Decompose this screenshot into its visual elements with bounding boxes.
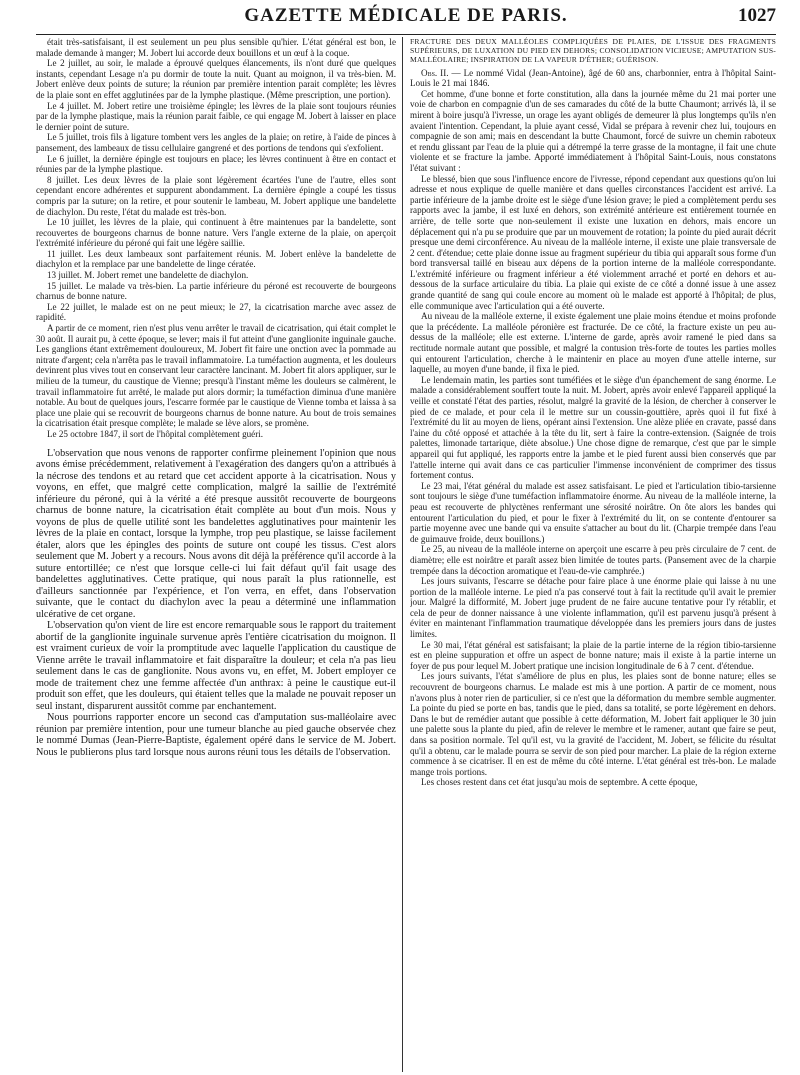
paragraph: Les jours suivants, l'escarre se détache pour faire place à une énorme plaie qui laisse à nu une portion de la malléole interne. Le pied n'a pas conservé tout à fait la rectitude qu'il avait le premier jour. Malgré la difformité, M. Jobert juge prudent de ne faire aucune tentative pour l'y rétablir, et cela de peur de donner naissance à une violente inflammation, qu'il est parvenu jusqu'à présent à éviter en maintenant l'inflammation traumatique développée dans les premiers jours dans de justes limites. [410,576,776,640]
paragraph: Au niveau de la malléole externe, il existe également une plaie moins étendue et moins profonde que la précédente. La malléole péronière est fracturée. De ce côté, la fracture existe un peu au-dessus de la malléole; elle est externe. L'interne de garde, après avoir ramené le pied dans sa rectitude normale autant que possible, et malgré la contusion très-forte de toutes les parties molles qui entourent l'articulation, cherche à le maintenir en place au moyen d'une attelle interne, sur laquelle, au moyen d'une bande, il fixa le pied. [410,311,776,375]
case-notes [36,37,396,440]
paragraph: Le 6 juillet, la dernière épingle est toujours en place; les lèvres continuent à être en contact et réunies par de la lymphe plastique. [36,153,396,175]
paragraph: 11 juillet. Les deux lambeaux sont parfaitement réunis. M. Jobert enlève la bandelette de diachylon et la remplace par une bandelette de linge cératée. [36,248,396,270]
case-narrative [410,89,776,788]
paragraph: 13 juillet. M. Jobert remet une bandelette de diachylon. [47,270,249,281]
paragraph: Le lendemain matin, les parties sont tuméfiées et le siège d'un épanchement de sang énorme. Le malade a considérablement souffert toute la nuit. M. Jobert, après avoir enlevé l'appareil appliqué la veille et constaté l'état des parties, résolut, malgré la gravité de la lésion, de chercher à conserver le pied de ce malade, et pour cela il le mettre sur un coussin-gouttière, après quoi il fut fixé à l'extrémité du lit au moyen de liens, opérant ainsi l'extension. Une alèze pliée en cravate, passé dans l'aine du côté opposé et attachée à la tête du lit, sert à faire la contre-extension. (Saignée de trois palettes, limonade tartarique, diète absolue.) Une chose digne de remarque, c'est que par le simple appareil qui fut appliqué, les rapports entre la jambe et le pied furent aussi bien conservés que par l'attelle interne qui avait dans ce cas particulier l'immense inconvénient de comprimer des tissus fortement contus. [410,374,776,481]
right-column [410,37,776,1072]
column-divider [402,37,403,1072]
header-rule [36,34,776,35]
paragraph: L'observation que nous venons de rapporter confirme pleinement l'opinion que nous avons émise précédemment, relativement à l'exagération des dangers qu'on a attribués à la nécrose des tendons et au retard que cet accident apporte à la cicatrisation. Nous y voyons, en effet, que malgré cette complication, malgré la saillie de l'extrémité inférieure du péroné, qui à la vérité a été presque aussitôt recouverte de bourgeons charnus de bonne nature, la cicatrisation était complète au bout d'un mois. Nous y voyons de plus de quelle utilité sont les bandelettes agglutinatives pour maintenir les lèvres de la plaie en contact, lorsque la lymphe, trop peu plastique, se laisse facilement étaler, alors que les épingles des points de suture ont coupé les tissus. C'est alors seulement que M. Jobert y a recours. Nous avons dit déjà la préférence qu'il accorde à la suture entortillée; ce n'est que lorsque celle-ci lui fait défaut qu'il fait usage des bandelettes agglutinatives. Cette pratique, qui nous paraît la plus rationnelle, est d'ailleurs sanctionnée par l'expérience, et l'on verra, en effet, dans l'observation suivante, que le contact du diachylon avec la peau a déterminé une inflammation ulcérative de cet organe. [36,447,396,620]
page-number: 1027 [738,5,776,26]
paragraph: Le 30 mai, l'état général est satisfaisant; la plaie de la partie interne de la région tibio-tarsienne est en pleine suppuration et offre un aspect de bonne nature; mais il existe à la partie interne un foyer de pus pour lequel M. Jobert pratique une incision longitudinale de 6 à 7 cent. d'étendue. [410,639,776,671]
paragraph: Le 23 mai, l'état général du malade est assez satisfaisant. Le pied et l'articulation tibio-tarsienne sont toujours le siège d'une tuméfaction inflammatoire énorme. Au niveau de la malléole interne, la peau est recouverte de phlyctènes renfermant une sérosité noirâtre. On ôte alors les bandes qui entourent l'articulation du pied, et pour le fixer à l'extrémité du lit, on se contente d'entourer sa partie moyenne avec une bande qui va ensuite s'attacher au bout du lit. (Charpie trempée dans l'eau de guimauve froide, deux bouillons.) [410,480,776,544]
paragraph: 15 juillet. Le malade va très-bien. La partie inférieure du péroné est recouverte de bourgeons charnus de bonne nature. [36,280,396,302]
paragraph: 8 juillet. Les deux lèvres de la plaie sont légèrement écartées l'une de l'autre, elles sont cependant encore adhérentes et suppurent abondamment. La dernière épingle a coupé les tissus compris par la suture; on la retire, et pour soutenir le lambeau, M. Jobert applique une bandelette de diachylon. Du reste, l'état du malade est très-bon. [36,174,396,217]
paragraph: Le 2 juillet, au soir, le malade a éprouvé quelques élancements, ils n'ont duré que quelques instants, cependant Lesage n'a pu dormir de toute la nuit. Quant au moignon, il va très-bien. M. Jobert enlève deux points de suture; la réunion par première intention parait complète; les lèvres de la plaie sont en effet agglutinées par de la lymphe plastique. (Même prescription, une portion). [36,58,396,100]
paragraph: L'observation qu'on vient de lire est encore remarquable sous le rapport du traitement abortif de la ganglionite inguinale survenue après l'entière cicatrisation du moignon. Il est vraiment curieux de voir la promptitude avec laquelle l'application du caustique de Vienne arrête le travail inflammatoire et fait disparaître la douleur; et cela n'a pas lieu seulement dans le cas de ganglionite. Nous avons vu, en effet, M. Jobert employer ce mode de traitement chez une femme affectée d'un anthrax: à peine le caustique eut-il produit son effet, que les douleurs, qui étaient telles que la malade ne pouvait reposer un seul instant, disparurent aussitôt comme par enchantement. [36,620,396,712]
paragraph: A partir de ce moment, rien n'est plus venu arrêter le travail de cicatrisation, qui était complet le 30 août. Il aurait pu, à cette époque, se lever; mais il fut atteint d'une ganglionite inguinale gauche. Les ganglions étant extrêmement douloureux, M. Jobert fit faire une onction avec la pommade au nitrate d'argent; cela n'arrêta pas le travail inflammatoire. La tuméfaction augmenta, et les douleurs devinrent plus vives tout en conservant leur caractère lancinant. M. Jobert fit alors appliquer, sur le milieu de la tumeur, du caustique de Vienne; presqu'à l'instant même les douleurs se calmèrent, le travail inflammatoire fut arrêté, le malade put alors dormir; la tuméfaction diminua d'une manière notable. Au bout de quelques jours, l'escarre formée par le caustique de Vienne tomba et laissa à sa place une plaie qui se recouvrit de bourgeons charnus de bonne nature. Au bout de trois semaines la cicatrisation était presque complète; le malade se lève alors, se promène. [36,323,396,429]
paragraph: était très-satisfaisant, il est seulement un peu plus sensible qu'hier. L'état général est bon, le malade demande à manger; M. Jobert lui accorde deux bouillons et un œuf à la coque. [36,37,396,58]
paragraph: Le 22 juillet, le malade est on ne peut mieux; le 27, la cicatrisation marche avec assez de rapidité. [36,301,396,323]
paragraph: Le 10 juillet, les lèvres de la plaie, qui continuent à être maintenues par la bandelette, sont recouvertes de bourgeons charnus de bonne nature. Vers l'angle externe de la plaie, on aperçoit l'extrémité inférieure du péroné qui fait une légère saillie. [36,217,396,249]
journal-title: GAZETTE MÉDICALE DE PARIS. [244,5,568,26]
paragraph: Les choses restent dans cet état jusqu'au mois de septembre. A cette époque, [421,777,698,788]
paragraph: Le 4 juillet. M. Jobert retire une troisième épingle; les lèvres de la plaie sont toujours réunies par de la lymphe plastique, mais la réunion parait faible, ce qui engage M. Jobert à laisser en place le dernier point de suture. [36,100,396,132]
obs-intro: — Le nommé Vidal (Jean-Antoine), âgé de 60 ans, charbonnier, entra à l'hôpital Saint-Louis le 21 mai 1846. [410,67,776,89]
two-column-body [36,37,776,1072]
left-column [36,37,396,1072]
paragraph: Nous pourrions rapporter encore un second cas d'amputation sus-malléolaire avec réunion par première intention, pour une tumeur blanche au pied gauche observée chez le nommé Dumas (Jean-Pierre-Baptiste, également opéré dans le service de M. Jobert. Nous le publierons plus tard lorsque nous aurons réuni tous les détails de l'observation. [36,712,396,758]
obs-intro-paragraph [410,68,776,89]
paragraph: Les jours suivants, l'état s'améliore de plus en plus, les plaies sont de bonne nature; elles se recouvrent de bourgeons charnus. Le malade est mis à une portion. A partir de ce moment, nous n'avons plus à noter rien de particulier, si ce n'est que la déformation du membre semble augmenter. La pointe du pied se porte en bas, tandis que le pied, dans sa totalité, se porte légèrement en dehors. Dans le but de remédier autant que possible à cette déformation, M. Jobert fait appliquer le 30 juin une palette sous la plante du pied, afin de relever le membre et le ramener, autant que faire se peut, dans sa position normale. Tel qu'il est, vu la gravité de l'accident, M. Jobert, se félicite du résultat qu'il a obtenu, car le malade pourra se servir de son pied pour marcher. La plaie de la région externe commence à se cicatriser. Il en est de même du côté interne. L'état général est très-bon. Le malade mange trois portions. [410,671,776,777]
obs-label: Obs. II. [421,67,449,78]
paragraph: Le blessé, bien que sous l'influence encore de l'ivresse, répond cependant aux questions qu'on lui adresse et nous explique de quelle manière et dans quelles circonstances l'accident est arrivé. La partie inférieure de la jambe droite est le siège d'une lésion grave; le pied a complètement perdu ses rapports avec la jambe, il est luxé en dehors, son extrémité antérieure est entièrement tournée en arrière, de telle sorte que non-seulement il existe une luxation en dehors, mais encore un déplacement qui n'a pu se produire que par un mouvement de rotation; la pointe du pied aurait décrit presque une demi circonférence. Au niveau de la malléole interne, il existe une plaie transversale de 2 cent. d'étendue; cette plaie donne issue au fragment supérieur du tibia qui apparaît sous forme d'un bord transversal taillé en biseau aux dépens de la portion interne de la malléole correspondante. L'extrémité inférieure ou fragment inférieur a été violemment arraché et porté en dehors et au-dessous de la surface articulaire du tibia. La plaie qui existe de ce côté a donné issue à une assez grande quantité de sang qui coule encore au moment où le malade est apporté à l'hôpital; de plus, elle communique avec l'articulation qui a été ouverte. [410,173,776,311]
page-header [36,0,776,34]
case-rubric: FRACTURE DES DEUX MALLÉOLES COMPLIQUÉES DE PLAIES, DE L'ISSUE DES FRAGMENTS SUPÉRIEURS, DE LUXATION DU PIED EN DEHORS; CONSOLIDATION VICIEUSE; AMPUTATION SUS-MALLÉOLAIRE; INSPIRATION DE LA VAPEUR D'ÉTHER; GUÉRISON. [410,37,776,65]
section-gap [36,440,396,448]
commentary [36,448,396,759]
paragraph: Le 25 octobre 1847, il sort de l'hôpital complètement guéri. [47,428,264,439]
paragraph: Le 25, au niveau de la malléole interne on aperçoit une escarre à peu près circulaire de 7 cent. de diamètre; elle est noirâtre et paraît assez bien limitée de toutes parts. (Pansement avec de la charpie trempée dans la décoction aromatique et l'eau-de-vie camphrée.) [410,544,776,576]
paragraph: Cet homme, d'une bonne et forte constitution, alla dans la journée même du 21 mai porter une voie de charbon en compagnie d'un de ses camarades du côté de la butte Chaumont; arrivés là, il se mirent à boire jusqu'à l'ivresse, un orage les ayant obligés de demeurer là plus longtemps qu'ils n'en avaient l'intention. Cependant, la pluie ayant cessé, Vidal se prépara à revenir chez lui, toujours en compagnie de son ami; mais en descendant la butte Chaumont, forcé de suivre un chemin raboteux et rendu glissant par l'eau de la pluie qui a détrempé la terre grasse de la montagne, il fait une chute violente et se fracture la jambe. Apporté immédiatement à l'hôpital Saint-Louis, nous constatons l'état suivant : [410,88,776,173]
paragraph: Le 5 juillet, trois fils à ligature tombent vers les angles de la plaie; on retire, à l'aide de pinces à pansement, des lambeaux de tissu cellulaire gangrené et des portions de tendons qui s'exfolient. [36,132,396,153]
